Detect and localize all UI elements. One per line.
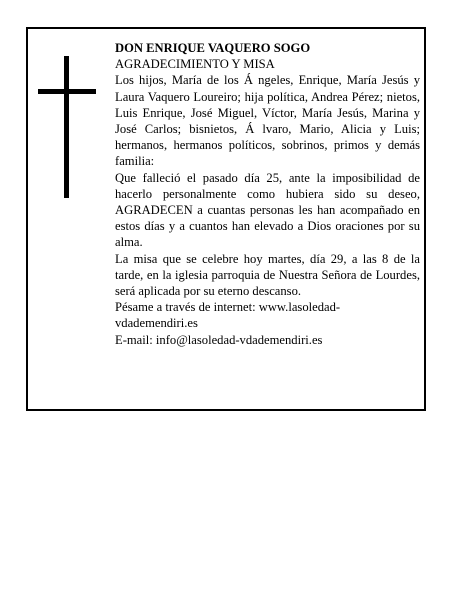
deceased-name: DON ENRIQUE VAQUERO SOGO <box>115 41 311 55</box>
notice-heading: AGRADECIMIENTO Y MISA <box>115 57 275 72</box>
cross-icon <box>38 56 98 198</box>
family-paragraph: Los hijos, María de los Á ngeles, Enrique, María Jesús y Laura Vaquero Loureiro; hija política, Andrea Pérez; nietos, Luis Enrique, José Miguel, Víctor, María Jesús, Marina y José Carlos; bisnietos, Á lvaro, Mario, Alicia y Luis; hermanos, hermanos políticos, sobrinos, primos y demás familia: <box>115 73 420 169</box>
cross-horizontal-bar <box>38 89 96 94</box>
obituary-notice <box>26 27 426 411</box>
notice-text <box>115 40 420 348</box>
mass-paragraph: La misa que se celebre hoy martes, día 29, a las 8 de la tarde, en la iglesia parroquia de Nuestra Señora de Lourdes, será aplicada por su eterno descanso. <box>115 251 420 299</box>
condolence-url-line: vdademendiri.es <box>115 316 198 331</box>
condolence-line: Pésame a través de internet: www.lasoledad- <box>115 300 341 315</box>
email-line: E-mail: info@lasoledad-vdademendiri.es <box>115 332 323 347</box>
cross-vertical-bar <box>64 56 69 198</box>
thanks-paragraph: Que falleció el pasado día 25, ante la imposibilidad de hacerlo personalmente como hubiera sido su deseo, AGRADECEN a cuantas personas les han acompañado en estos días y a cuantos han elevado a Dios oraciones por su alma. <box>115 170 420 250</box>
